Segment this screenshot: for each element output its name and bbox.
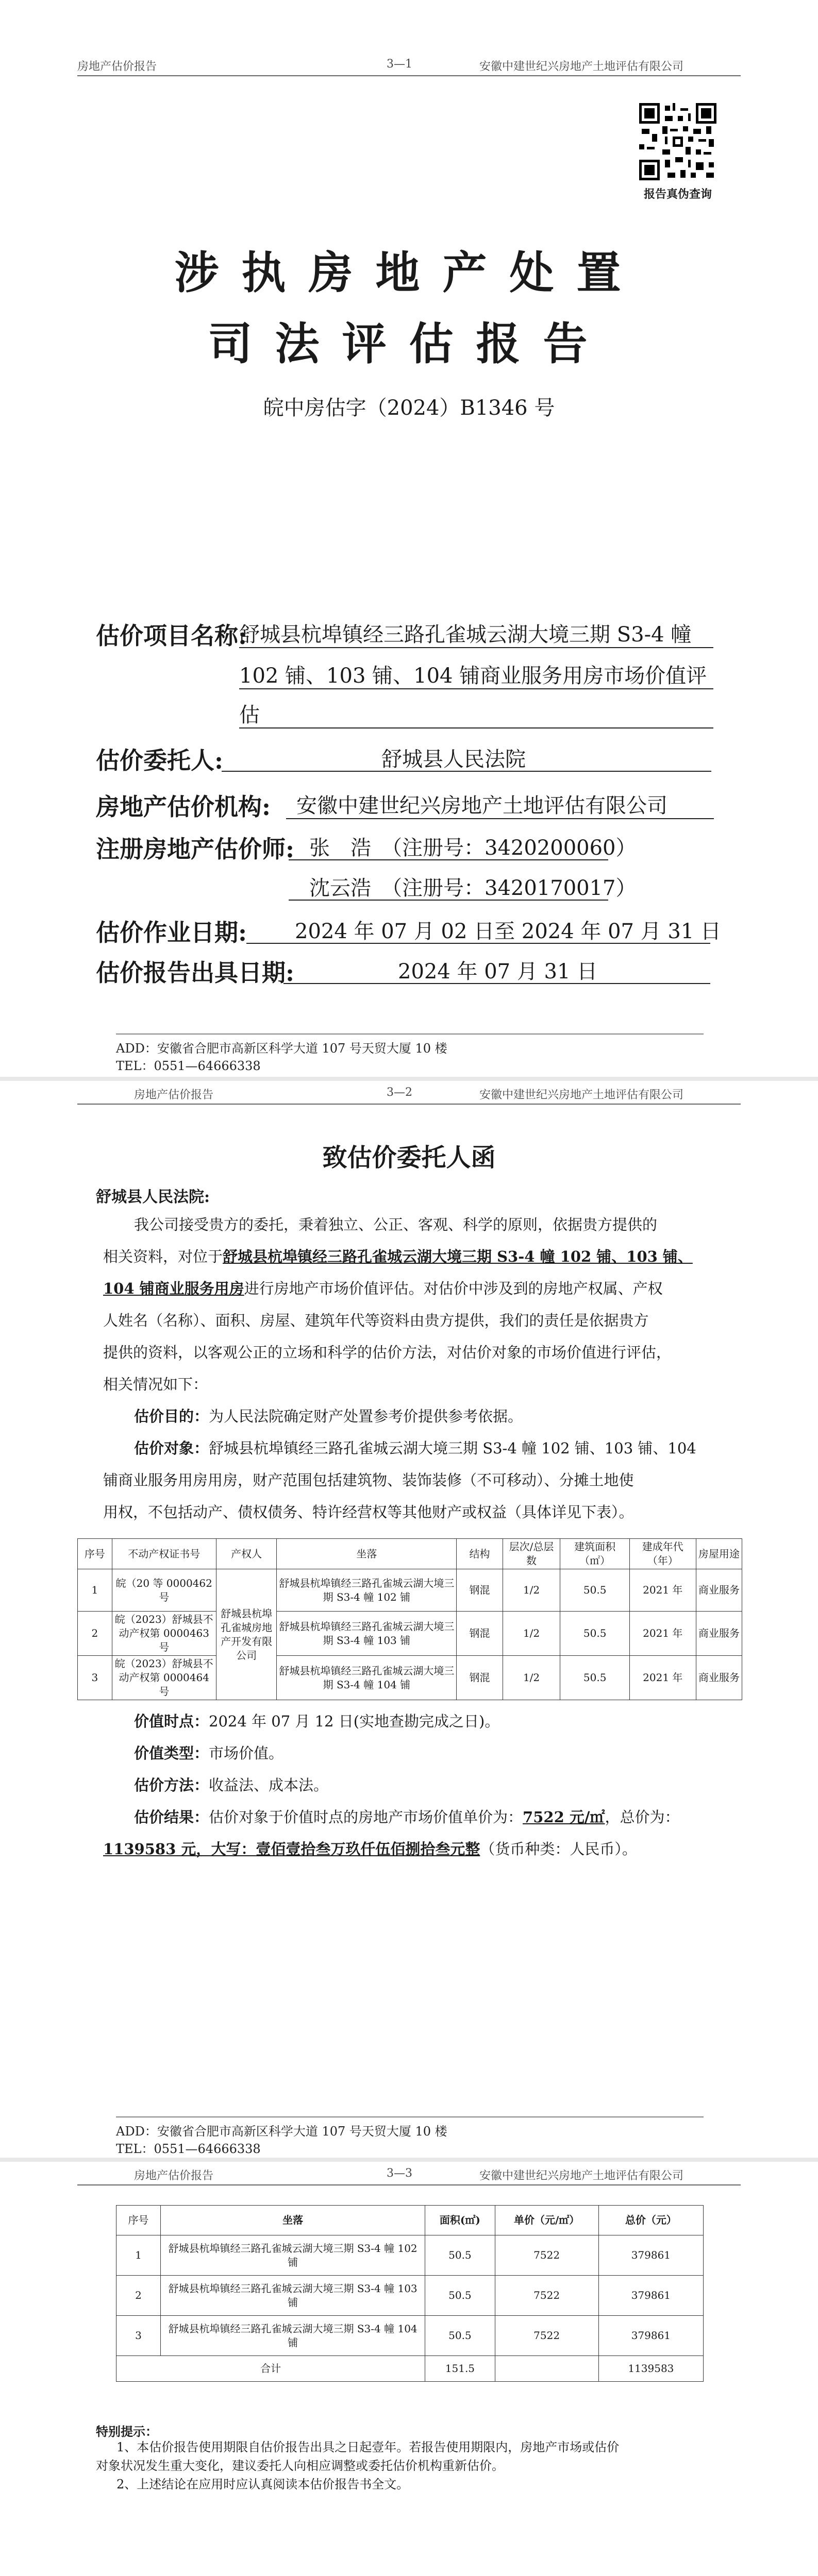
cell-area: 50.5 [560, 1612, 629, 1656]
para1-e: 提供的资料，以客观公正的立场和科学的估价方法，对估价对象的市场价值进行评估， [103, 1344, 672, 1361]
table-header-row [116, 2206, 704, 2235]
addressee: 舒城县人民法院: [96, 1188, 210, 1206]
cell-use: 商业服务 [696, 1569, 742, 1612]
page-summary [0, 2162, 818, 2576]
page-cover [0, 0, 818, 1077]
appraiser-1: 张 浩 （注册号：3420200060） [309, 836, 637, 860]
cell-floor: 1/2 [503, 1656, 560, 1700]
cell-area: 50.5 [560, 1569, 629, 1612]
page-letter [0, 1081, 818, 2158]
method-label: 估价方法： [134, 1776, 209, 1794]
report-number: 皖中房估字（2024）B1346 号 [263, 396, 555, 420]
cell-no: 2 [78, 1612, 112, 1656]
result-text-b: ，总价为： [605, 1808, 680, 1826]
th-location: 坐落 [160, 2206, 425, 2235]
th-year: 建成年代（年） [629, 1539, 696, 1569]
cell-total: 379861 [598, 2316, 703, 2356]
cell-total: 379861 [598, 2276, 703, 2316]
table-row [78, 1569, 742, 1612]
para1-c-bold: 104 铺商业服务用房 [103, 1280, 244, 1297]
th-floor: 层次/总层数 [503, 1539, 560, 1569]
letter-body [103, 1209, 722, 1528]
cell-location: 舒城县杭埠镇经三路孔雀城云湖大境三期 S3-4 幢 104 铺 [160, 2316, 425, 2356]
issue-date-label: 估价报告出具日期: [96, 959, 294, 987]
type-label: 价值类型： [134, 1744, 209, 1762]
th-location: 坐落 [277, 1539, 457, 1569]
cell-no: 1 [78, 1569, 112, 1612]
notice-1b: 对象状况发生重大变化，建议委托人向相应调整或委托估价机构重新估价。 [96, 2459, 504, 2473]
page-header [77, 2167, 741, 2185]
header-page-no: 3—3 [387, 2167, 412, 2180]
object-line2: 铺商业服务用房用房，财产范围包括建筑物、装饰装修（不可移动）、分摊土地使 [103, 1471, 634, 1489]
cell-price: 7522 [495, 2316, 598, 2356]
work-date-label: 估价作业日期: [96, 919, 247, 946]
table-row [116, 2235, 704, 2276]
underline [239, 727, 713, 728]
cell-location: 舒城县杭埠镇经三路孔雀城云湖大境三期 S3-4 幢 102 铺 [160, 2235, 425, 2276]
underline [286, 818, 714, 819]
issue-date-value: 2024 年 07 月 31 日 [398, 960, 598, 984]
cell-cert: 皖（2023）舒城县不动产权第 0000463 号 [112, 1612, 216, 1656]
project-line2: 102 铺、103 铺、104 铺商业服务用房市场价值评 [239, 664, 707, 688]
method-line [103, 1769, 722, 1801]
footer-tel: TEL：0551—64666338 [116, 1059, 261, 1073]
cell-area: 50.5 [425, 2316, 495, 2356]
header-right: 安徽中建世纪兴房地产土地评估有限公司 [479, 2170, 684, 2182]
page-header [77, 58, 741, 76]
cell-location: 舒城县杭埠镇经三路孔雀城云湖大境三期 S3-4 幢 103 铺 [160, 2276, 425, 2316]
para1-b-text: 相关资料，对位于 [103, 1248, 223, 1265]
footer-address: ADD：安徽省合肥市高新区科学大道 107 号天贸大厦 10 楼 [116, 1041, 447, 1056]
cell-cert: 皖（2023）舒城县不动产权第 0000464 号 [112, 1656, 216, 1700]
cell-empty [495, 2356, 598, 2382]
appraiser-label: 注册房地产估价师: [96, 835, 294, 863]
para1-f: 相关情况如下： [103, 1376, 208, 1393]
th-area: 建筑面积（㎡） [560, 1539, 629, 1569]
cell-floor: 1/2 [503, 1569, 560, 1612]
underline [222, 771, 711, 772]
object-label: 估价对象： [134, 1439, 209, 1457]
page-footer [116, 2116, 704, 2156]
para1-a: 我公司接受贵方的委托，秉着独立、公正、客观、科学的原则，依据贵方提供的 [134, 1216, 658, 1233]
underline [239, 647, 713, 648]
table-row [78, 1612, 742, 1656]
table-header-row [78, 1539, 742, 1569]
report-title-line2: 司法评估报告 [208, 318, 610, 370]
header-page-no: 3—2 [387, 1086, 412, 1099]
cell-no: 3 [116, 2316, 161, 2356]
cell-total-sum: 1139583 [598, 2356, 703, 2382]
para1-c [103, 1273, 722, 1304]
cell-use: 商业服务 [696, 1612, 742, 1656]
footer-tel: TEL：0551—64666338 [116, 2142, 261, 2156]
result-line1 [103, 1801, 722, 1833]
table-total-row [116, 2356, 704, 2382]
header-page-no: 3—1 [387, 58, 412, 71]
para1-b [103, 1241, 722, 1273]
cell-no: 2 [116, 2276, 161, 2316]
underline [283, 983, 710, 984]
report-title-line1: 涉执房地产处置 [174, 247, 644, 299]
type-line [103, 1737, 722, 1769]
page-footer [116, 1033, 704, 1073]
project-line1: 舒城县杭埠镇经三路孔雀城云湖大境三期 S3-4 幢 [239, 623, 692, 647]
th-no: 序号 [78, 1539, 112, 1569]
header-left: 房地产估价报告 [134, 2170, 214, 2182]
cell-area: 50.5 [425, 2276, 495, 2316]
underline [289, 859, 608, 860]
qr-code-icon[interactable] [639, 103, 716, 180]
appraiser-2: 沈云浩 （注册号：3420170017） [309, 876, 637, 900]
underline [289, 900, 608, 901]
cell-floor: 1/2 [503, 1612, 560, 1656]
cell-cert: 皖（20 等 0000462 号 [112, 1569, 216, 1612]
header-right: 安徽中建世纪兴房地产土地评估有限公司 [479, 60, 684, 73]
cell-area: 50.5 [425, 2235, 495, 2276]
th-price: 单价（元/㎡） [495, 2206, 598, 2235]
date-line [103, 1705, 722, 1737]
cell-location: 舒城县杭埠镇经三路孔雀城云湖大境三期 S3-4 幢 102 铺 [277, 1569, 457, 1612]
cell-total: 379861 [598, 2235, 703, 2276]
result-label: 估价结果： [134, 1808, 209, 1826]
result-price: 7522 元/㎡ [523, 1808, 605, 1826]
cell-location: 舒城县杭埠镇经三路孔雀城云湖大境三期 S3-4 幢 103 铺 [277, 1612, 457, 1656]
letter-body-2 [103, 1705, 722, 1865]
cell-total-label: 合计 [116, 2356, 425, 2382]
purpose-value: 为人民法院确定财产处置参考价提供参考依据。 [209, 1408, 523, 1425]
date-label: 价值时点： [134, 1713, 209, 1730]
client-label: 估价委托人: [96, 747, 223, 774]
th-structure: 结构 [457, 1539, 503, 1569]
qr-caption: 报告真伪查询 [643, 188, 712, 201]
result-currency: （货币种类：人民币）。 [480, 1840, 637, 1858]
work-date-value: 2024 年 07 月 02 日至 2024 年 07 月 31 日 [295, 920, 722, 943]
notice-2: 2、上述结论在应用时应认真阅读本估价报告书全文。 [116, 2477, 409, 2492]
project-label: 估价项目名称: [96, 622, 247, 650]
table-row [116, 2276, 704, 2316]
underline [246, 943, 710, 944]
header-right: 安徽中建世纪兴房地产土地评估有限公司 [479, 1089, 684, 1101]
cell-structure: 钢混 [457, 1656, 503, 1700]
date-value: 2024 年 07 月 12 日(实地查勘完成之日)。 [209, 1713, 500, 1730]
th-area: 面积(㎡) [425, 2206, 495, 2235]
cell-no: 1 [116, 2235, 161, 2276]
result-line2 [103, 1833, 722, 1865]
table-row [116, 2316, 704, 2356]
purpose-line [103, 1400, 722, 1432]
cell-year: 2021 年 [629, 1656, 696, 1700]
page-header [77, 1086, 741, 1105]
object-text: 舒城县杭埠镇经三路孔雀城云湖大境三期 S3-4 幢 102 铺、103 铺、104 [209, 1439, 696, 1457]
agency-value: 安徽中建世纪兴房地产土地评估有限公司 [296, 794, 667, 818]
valuation-table [116, 2205, 704, 2382]
agency-label: 房地产估价机构: [96, 793, 271, 821]
th-use: 房屋用途 [696, 1539, 742, 1569]
th-owner: 产权人 [216, 1539, 276, 1569]
cell-no: 3 [78, 1656, 112, 1700]
th-total: 总价（元） [598, 2206, 703, 2235]
th-no: 序号 [116, 2206, 161, 2235]
cell-structure: 钢混 [457, 1569, 503, 1612]
cell-structure: 钢混 [457, 1612, 503, 1656]
method-value: 收益法、成本法。 [209, 1776, 329, 1794]
letter-title: 致估价委托人函 [322, 1143, 496, 1172]
property-table [77, 1538, 742, 1700]
para1-c-text: 进行房地产市场价值评估。对估价中涉及到的房地产权属、产权 [244, 1280, 663, 1297]
result-text: 估价对象于价值时点的房地产市场价值单价为： [209, 1808, 523, 1826]
table-row [78, 1656, 742, 1700]
underline [239, 688, 713, 689]
para1-d: 人姓名（名称）、面积、房屋、建筑年代等资料由贵方提供，我们的责任是依据贵方 [103, 1312, 649, 1329]
object-line1 [103, 1432, 722, 1464]
type-value: 市场价值。 [209, 1744, 284, 1762]
cell-location: 舒城县杭埠镇经三路孔雀城云湖大境三期 S3-4 幢 104 铺 [277, 1656, 457, 1700]
header-left: 房地产估价报告 [134, 1089, 214, 1101]
notice-block [96, 2438, 725, 2494]
para1-b-bold: 舒城县杭埠镇经三路孔雀城云湖大境三期 S3-4 幢 102 铺、103 铺、 [223, 1248, 693, 1265]
cell-owner: 舒城县杭埠孔雀城房地产开发有限公司 [216, 1569, 276, 1700]
project-line3: 估 [239, 703, 260, 727]
notice-title: 特别提示： [96, 2424, 158, 2439]
object-line3: 用权，不包括动产、债权债务、特许经营权等其他财产或权益（具体详见下表）。 [103, 1503, 634, 1521]
client-value: 舒城县人民法院 [381, 748, 526, 771]
result-total-cn: 壹佰壹拾叁万玖仟伍佰捌拾叁元整 [256, 1840, 480, 1858]
cell-price: 7522 [495, 2235, 598, 2276]
th-cert: 不动产权证书号 [112, 1539, 216, 1569]
notice-1a: 1、本估价报告使用期限自估价报告出具之日起壹年。若报告使用期限内，房地产市场或估价 [116, 2440, 620, 2454]
purpose-label: 估价目的： [134, 1408, 209, 1425]
header-left: 房地产估价报告 [77, 60, 157, 73]
cell-year: 2021 年 [629, 1612, 696, 1656]
footer-address: ADD：安徽省合肥市高新区科学大道 107 号天贸大厦 10 楼 [116, 2124, 447, 2139]
result-total: 1139583 元，大写： [103, 1840, 256, 1858]
cell-year: 2021 年 [629, 1569, 696, 1612]
cell-use: 商业服务 [696, 1656, 742, 1700]
cell-price: 7522 [495, 2276, 598, 2316]
cell-total-area: 151.5 [425, 2356, 495, 2382]
cell-area: 50.5 [560, 1656, 629, 1700]
